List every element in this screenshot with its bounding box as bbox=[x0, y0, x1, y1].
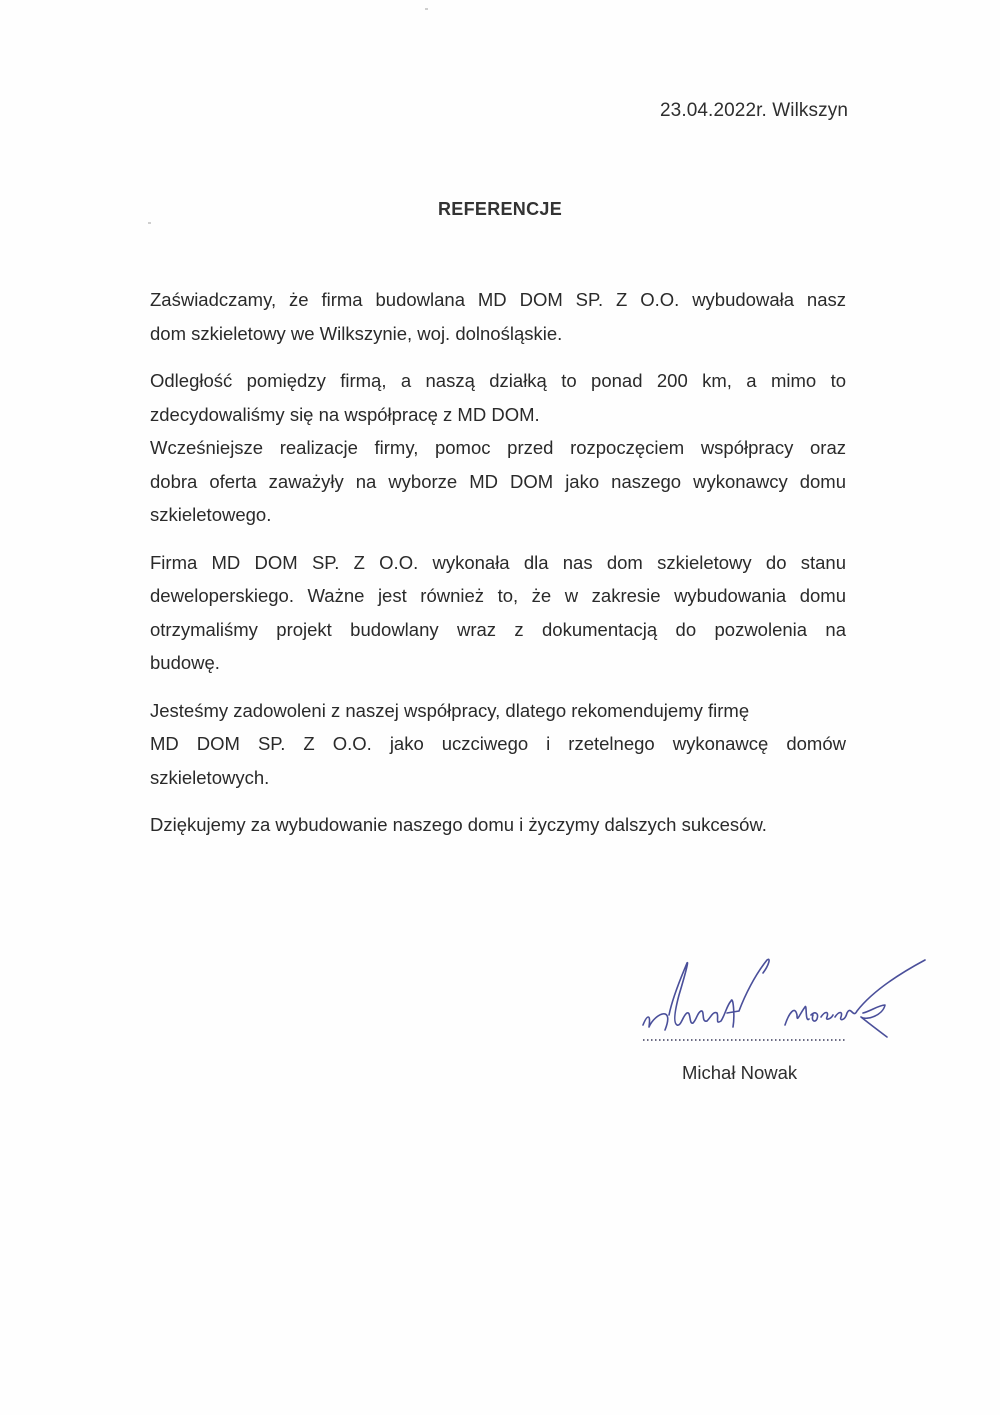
text-line: Jesteśmy zadowoleni z naszej współpracy, dlatego rekomendujemy firmę bbox=[150, 699, 750, 721]
paragraph-2 bbox=[150, 364, 846, 431]
text-line: deweloperskiego. Ważne jest również to, że w zakresie wybudowania domu bbox=[150, 585, 846, 606]
scan-speck bbox=[148, 222, 151, 224]
date-place: 23.04.2022r. Wilkszyn bbox=[660, 100, 848, 121]
signature-icon bbox=[635, 955, 935, 1050]
paragraph-4 bbox=[150, 546, 846, 680]
text-line: Odległość pomiędzy firmą, a naszą działką to ponad 200 km, a mimo to bbox=[150, 370, 846, 391]
signer-name: Michał Nowak bbox=[682, 1062, 798, 1083]
document-title: REFERENCJE bbox=[437, 199, 563, 219]
text-line: Wcześniejsze realizacje firmy, pomoc przed rozpoczęciem współpracy oraz bbox=[150, 437, 846, 458]
text-line: szkieletowych. bbox=[150, 766, 270, 788]
text-line: otrzymaliśmy projekt budowlany wraz z dokumentacją do pozwolenia na bbox=[150, 618, 846, 640]
scan-speck bbox=[425, 8, 428, 10]
document-body bbox=[150, 283, 846, 842]
text-line: Firma MD DOM SP. Z O.O. wykonała dla nas dom szkieletowy do stanu bbox=[150, 551, 846, 573]
text-line: szkieletowego. bbox=[150, 504, 272, 525]
paragraph-5 bbox=[150, 694, 846, 795]
paragraph-3 bbox=[150, 431, 846, 532]
text-line: budowę. bbox=[150, 652, 220, 673]
signature-strokes bbox=[643, 959, 925, 1037]
text-line: MD DOM SP. Z O.O. jako uczciwego i rzetelnego wykonawcę domów bbox=[150, 733, 846, 754]
text-line: zdecydowaliśmy się na współpracę z MD DOM. bbox=[150, 403, 540, 425]
paragraph-1 bbox=[150, 283, 846, 350]
text-line: Zaświadczamy, że firma budowlana MD DOM SP. Z O.O. wybudowała nasz bbox=[150, 289, 846, 310]
text-line: Dziękujemy za wybudowanie naszego domu i życzymy dalszych sukcesów. bbox=[150, 814, 767, 835]
text-line: dobra oferta zaważyły na wyborze MD DOM jako naszego wykonawcy domu bbox=[150, 470, 846, 492]
paragraph-6 bbox=[150, 808, 846, 842]
text-line: dom szkieletowy we Wilkszynie, woj. dolnośląskie. bbox=[150, 322, 563, 344]
